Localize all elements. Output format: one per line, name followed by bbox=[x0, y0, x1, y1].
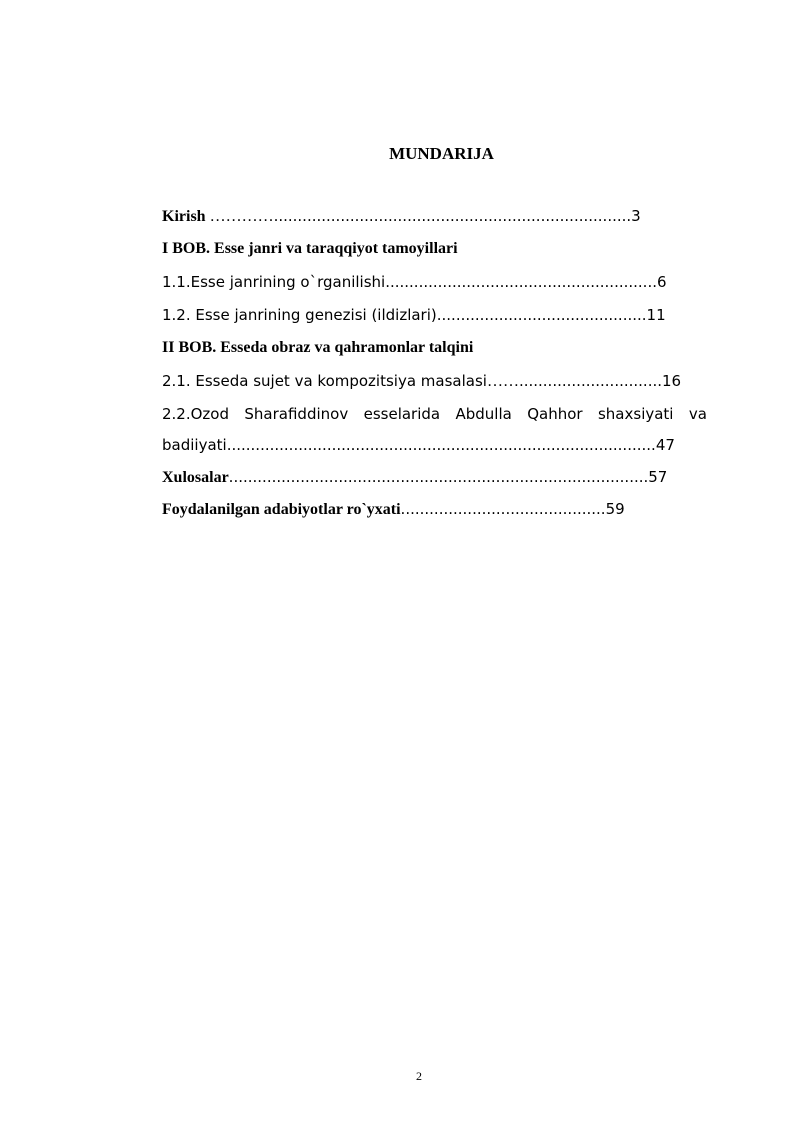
toc-entry-label: Foydalanilgan adabiyotlar ro`yxati bbox=[162, 501, 401, 518]
toc-entry-label: Kirish bbox=[162, 208, 206, 225]
toc-leader: ........................................................................... bbox=[273, 207, 632, 225]
toc-leader: ........................................... bbox=[400, 500, 606, 518]
toc-entry-label: 1.1.Esse janrining o`rganilishi bbox=[162, 273, 386, 291]
toc-word: esselarida bbox=[363, 405, 441, 423]
toc-entry-label: 1.2. Esse janrining genezisi (ildizlari) bbox=[162, 306, 437, 324]
toc-page-number: 6 bbox=[656, 273, 667, 291]
toc-chapter-2 bbox=[162, 337, 473, 359]
toc-leader: ………… bbox=[205, 208, 274, 225]
toc-leader: ........................................................................................ bbox=[228, 468, 649, 486]
page-title: MUNDARIJA bbox=[389, 144, 494, 163]
toc-page-number: 3 bbox=[631, 207, 641, 225]
toc-page-number: 59 bbox=[605, 500, 625, 518]
toc-entry-2-2-line-1 bbox=[162, 403, 707, 425]
toc-entry-2-1 bbox=[162, 370, 681, 393]
toc-word: shaxsiyati bbox=[597, 405, 674, 423]
toc-entry-2-2-line-2 bbox=[162, 434, 675, 456]
toc-entry-label: badiiyati bbox=[162, 436, 227, 454]
toc-entry-xulosalar bbox=[162, 466, 667, 489]
toc-word: Qahhor bbox=[527, 405, 583, 423]
toc-word: 2.2.Ozod bbox=[162, 405, 230, 423]
toc-chapter-1 bbox=[162, 238, 458, 260]
toc-word: Abdulla bbox=[455, 405, 512, 423]
toc-entry-1-1 bbox=[162, 271, 667, 293]
toc-entry-kirish bbox=[162, 205, 641, 228]
toc-page-number: 57 bbox=[648, 468, 668, 486]
toc-leader: ............................................ bbox=[436, 306, 647, 324]
page-number: 2 bbox=[416, 1069, 422, 1083]
toc-word: va bbox=[688, 405, 707, 423]
toc-page-number: 16 bbox=[662, 372, 682, 390]
toc-entry-adabiyotlar bbox=[162, 498, 625, 521]
toc-entry-1-2 bbox=[162, 304, 666, 326]
toc-leader: .............................. bbox=[518, 372, 662, 390]
toc-leader: .......................................................................................... bbox=[226, 436, 656, 454]
toc-chapter-label: II BOB. Esseda obraz va qahramonlar talqini bbox=[162, 339, 474, 356]
toc-chapter-label: I BOB. Esse janri va taraqqiyot tamoyillari bbox=[162, 240, 458, 257]
toc-page-number: 47 bbox=[655, 436, 675, 454]
toc-page-number: 11 bbox=[646, 306, 666, 324]
toc-leader: ......................................................... bbox=[385, 273, 657, 291]
toc-leader: …… bbox=[486, 373, 519, 390]
toc-entry-label: Xulosalar bbox=[162, 469, 229, 486]
toc-entry-label: 2.1. Esseda sujet va kompozitsiya masalasi bbox=[162, 372, 487, 390]
toc-word: Sharafiddinov bbox=[244, 405, 349, 423]
